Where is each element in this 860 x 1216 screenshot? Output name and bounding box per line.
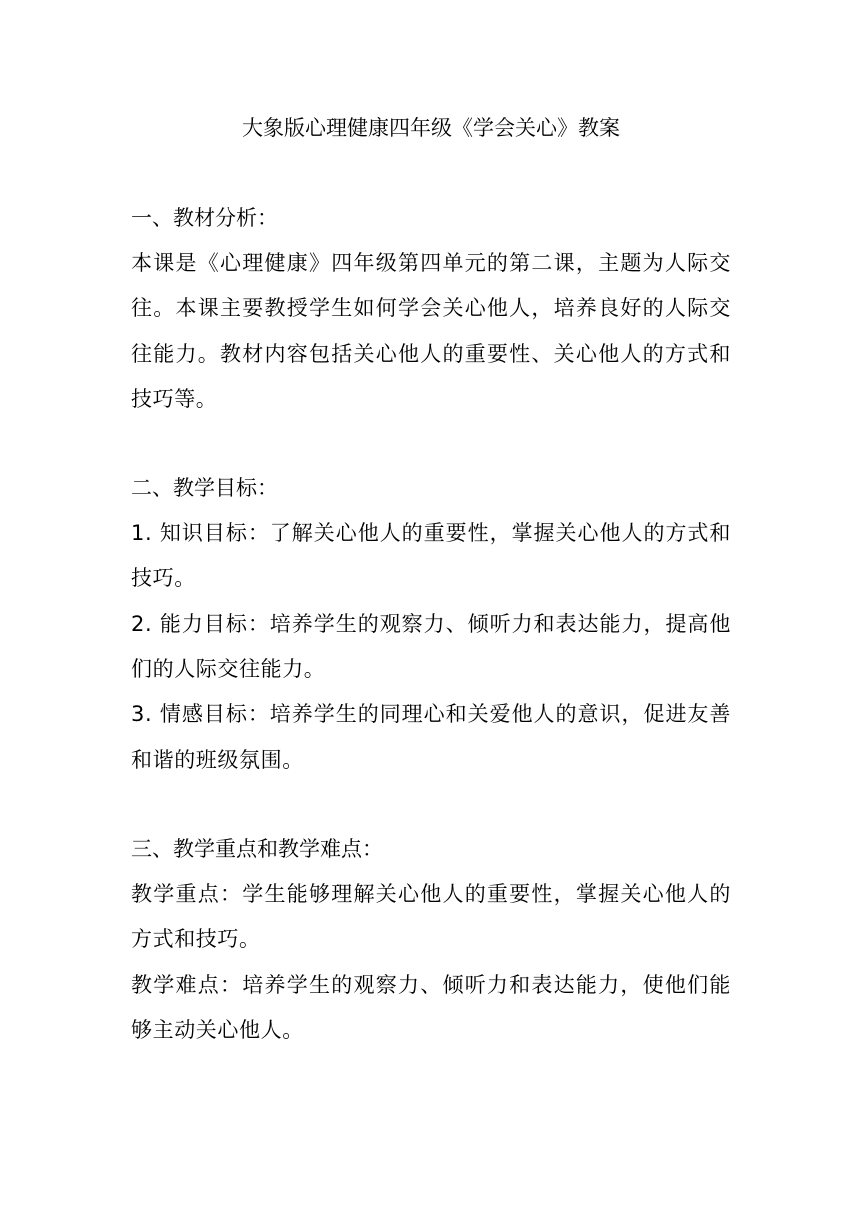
section-heading: 三、教学重点和教学难点：: [131, 836, 383, 861]
section-paragraph: 本课是《心理健康》四年级第四单元的第二课，主题为人际交往。本课主要教授学生如何学会关心他人，培养良好的人际交往能力。教材内容包括关心他人的重要性、关心他人的方式和技巧等。: [131, 251, 731, 411]
section-textbook-analysis: [131, 196, 731, 422]
objective-knowledge: 1. 知识目标：了解关心他人的重要性，掌握关心他人的方式和技巧。: [131, 521, 731, 591]
teaching-difficulty: 教学难点：培养学生的观察力、倾听力和表达能力，使他们能够主动关心他人。: [131, 972, 731, 1042]
section-heading: 一、教材分析：: [131, 206, 278, 230]
section-key-points-difficulties: [131, 827, 731, 1053]
section-heading: 二、教学目标：: [131, 476, 278, 501]
teaching-key-point: 教学重点：学生能够理解关心他人的重要性，掌握关心他人的方式和技巧。: [131, 881, 731, 952]
document-content: [131, 110, 731, 1097]
document-title: 大象版心理健康四年级《学会关心》教案: [242, 116, 620, 140]
objective-emotion: 3. 情感目标：培养学生的同理心和关爱他人的意识，促进友善和谐的班级氛围。: [131, 702, 731, 772]
section-teaching-objectives: [131, 466, 731, 783]
objective-ability: 2. 能力目标：培养学生的观察力、倾听力和表达能力，提高他们的人际交往能力。: [131, 611, 731, 682]
